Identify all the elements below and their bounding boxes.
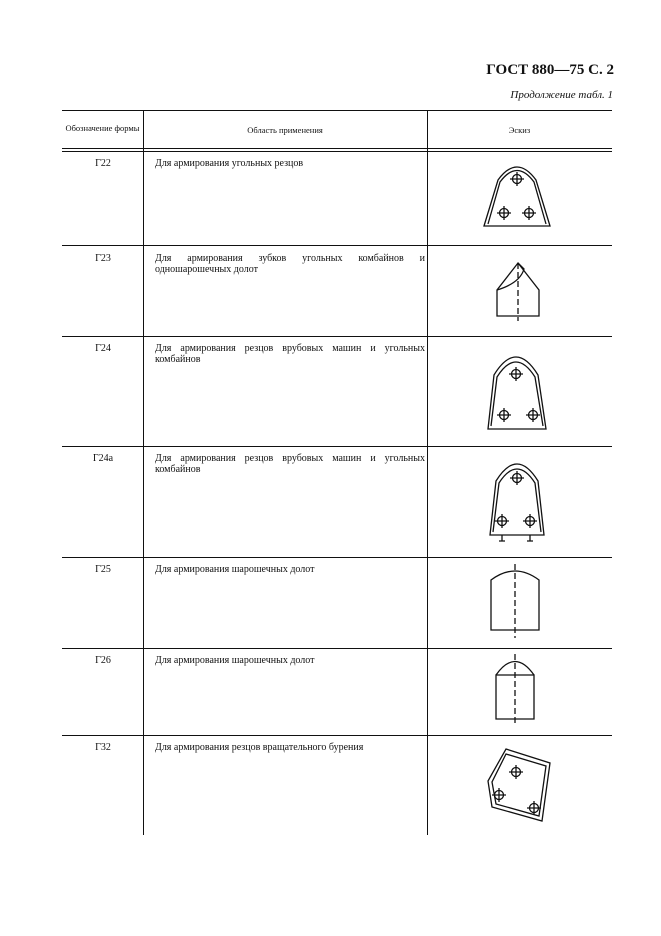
row-code: Г22 [95, 158, 111, 169]
document-title: ГОСТ 880—75 С. 2 [486, 62, 614, 78]
sketch-g23 [480, 255, 560, 325]
row-code: Г25 [95, 564, 111, 575]
row-code: Г26 [95, 655, 111, 666]
column-header-code: Обозначение формы [65, 123, 140, 133]
sketch-g32 [478, 745, 568, 835]
sketch-g22 [470, 160, 570, 240]
row-code: Г24 [95, 343, 111, 354]
sketch-g24a [480, 455, 570, 545]
row-description: Для армирования шарошечных долот [155, 655, 315, 666]
sketch-g25 [485, 562, 555, 642]
row-description: Для армирования угольных резцов [155, 158, 304, 169]
column-header-sketch: Эскиз [508, 125, 531, 135]
sketch-g24 [480, 345, 570, 435]
row-description: Для армирования резцов врубовых машин и угольных комбайнов [155, 453, 425, 475]
row-description: Для армирования резцов врубовых машин и угольных комбайнов [155, 343, 425, 365]
row-description: Для армирования резцов вращательного бурения [155, 742, 364, 753]
row-code: Г23 [95, 253, 111, 264]
column-header-application: Область применения [247, 125, 323, 135]
row-code: Г32 [95, 742, 111, 753]
row-description: Для армирования шарошечных долот [155, 564, 315, 575]
table-continuation-label: Продолжение табл. 1 [510, 89, 613, 101]
sketch-g26 [485, 650, 555, 730]
row-code: Г24а [92, 453, 114, 464]
row-description: Для армирования зубков угольных комбайнов и одношарошечных долот [155, 253, 425, 275]
